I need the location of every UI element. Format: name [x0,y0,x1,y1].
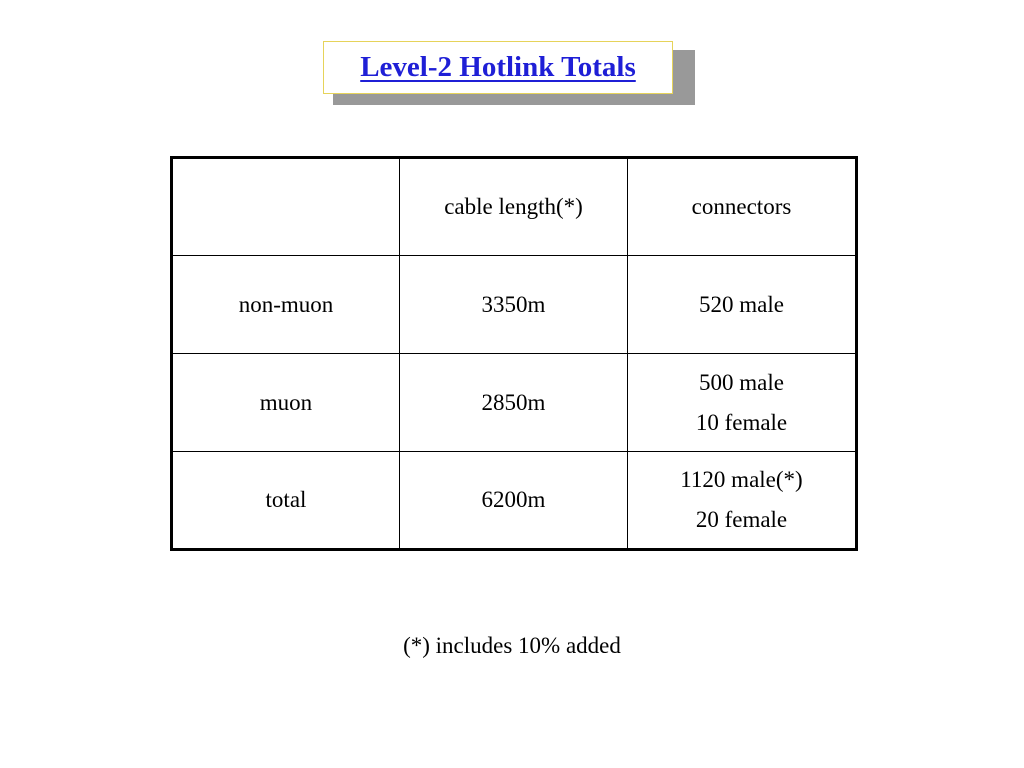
connectors-line: 20 female [695,507,788,532]
connectors-cell [628,452,857,550]
page-title: Level-2 Hotlink Totals [360,51,636,83]
table-row [172,256,857,354]
cable-length-cell: 3350m [400,256,628,354]
connectors-cell [628,256,857,354]
cable-length-cell: 2850m [400,354,628,452]
footnote: (*) includes 10% added [403,633,621,658]
title-box [323,41,673,94]
connectors-line: 1120 male(*) [680,467,803,492]
totals-table [170,156,858,551]
table-header-cell: cable length(*) [400,158,628,256]
table-header-row [172,158,857,256]
table-row [172,452,857,550]
connectors-line: 10 female [695,409,788,435]
row-label: non-muon [172,256,400,354]
connectors-cell [628,354,857,452]
table-header-cell [172,158,400,256]
table-header-cell: connectors [628,158,857,256]
connectors-line: 520 male [699,291,784,317]
row-label: muon [172,354,400,452]
connectors-line: 500 male [699,369,784,395]
cable-length-cell: 6200m [400,452,628,550]
table-row [172,354,857,452]
row-label: total [172,452,400,550]
